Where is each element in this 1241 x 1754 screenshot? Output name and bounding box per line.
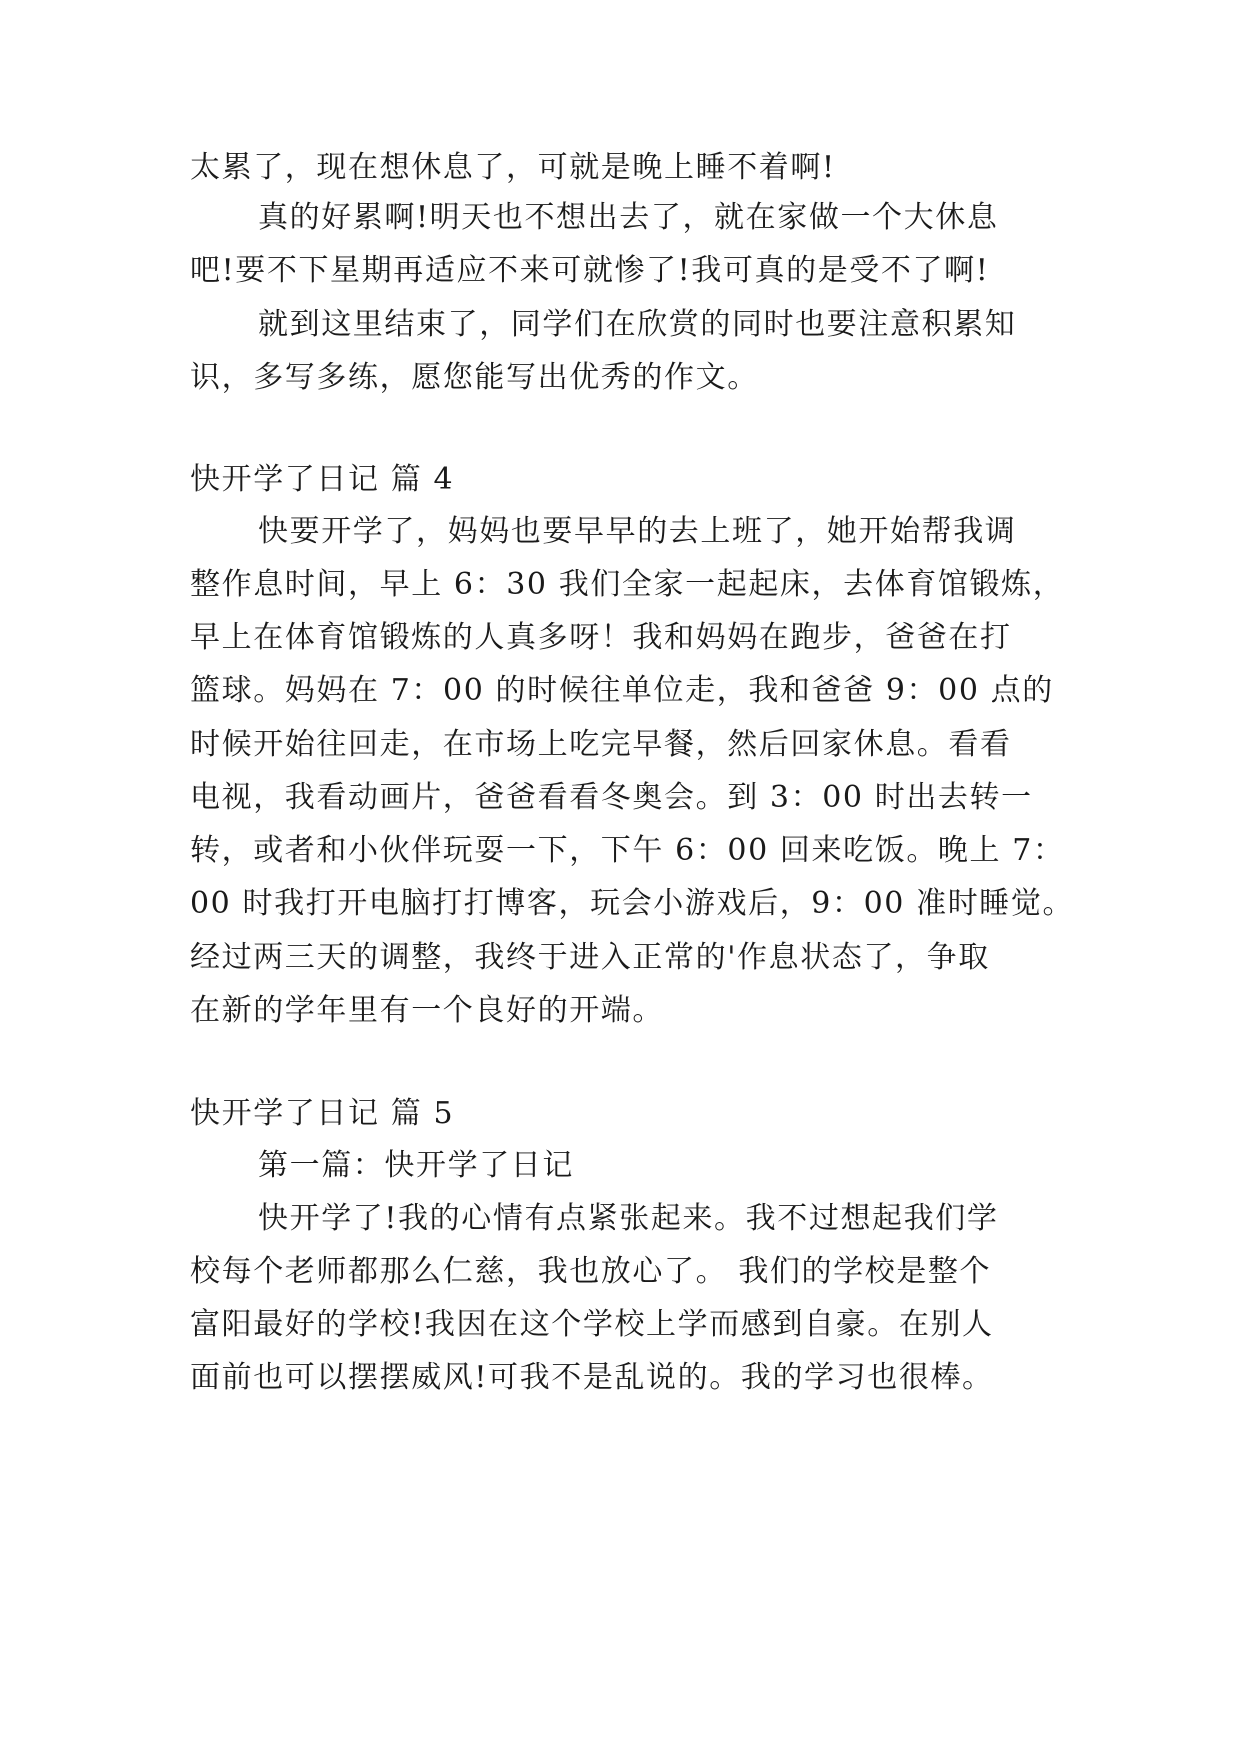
- paragraph-4-line-9: 经过两三天的调整，我终于进入正常的'作息状态了，争取: [190, 940, 990, 975]
- subheading: 第一篇：快开学了日记: [258, 1148, 574, 1183]
- paragraph-5-line-1: 快开学了!我的心情有点紧张起来。我不过想起我们学: [258, 1201, 999, 1236]
- paragraph-4-line-2: 整作息时间，早上 6：30 我们全家一起起床，去体育馆锻炼，: [190, 567, 1065, 602]
- paragraph-4-line-10: 在新的学年里有一个良好的开端。: [190, 993, 664, 1028]
- paragraph-5-line-4: 面前也可以摆摆威风!可我不是乱说的。我的学习也很棒。: [190, 1360, 994, 1395]
- paragraph-4-line-5: 时候开始往回走，在市场上吃完早餐，然后回家休息。看看: [190, 727, 1012, 762]
- paragraph-4-line-8: 00 时我打开电脑打打博客，玩会小游戏后，9：00 准时睡觉。: [190, 886, 1075, 921]
- paragraph-5-line-2: 校每个老师都那么仁慈，我也放心了。 我们的学校是整个: [190, 1254, 992, 1289]
- paragraph-3-line-1: 就到这里结束了，同学们在欣赏的同时也要注意积累知: [258, 307, 1017, 342]
- paragraph-4-line-3: 早上在体育馆锻炼的人真多呀！我和妈妈在跑步，爸爸在打: [190, 620, 1012, 655]
- paragraph-4-line-7: 转，或者和小伙伴玩耍一下，下午 6：00 回来吃饭。晚上 7：: [190, 833, 1065, 868]
- paragraph-5-line-3: 富阳最好的学校!我因在这个学校上学而感到自豪。在别人: [190, 1307, 994, 1342]
- paragraph-4-line-4: 篮球。妈妈在 7：00 的时候往单位走，我和爸爸 9：00 点的: [190, 673, 1054, 708]
- section-heading-4: 快开学了日记 篇 4: [190, 462, 455, 497]
- paragraph-1-line-1: 太累了，现在想休息了，可就是晚上睡不着啊!: [190, 150, 836, 185]
- paragraph-4-line-6: 电视，我看动画片，爸爸看看冬奥会。到 3：00 时出去转一: [190, 780, 1033, 815]
- section-heading-5: 快开学了日记 篇 5: [190, 1096, 455, 1131]
- paragraph-4-line-1: 快要开学了，妈妈也要早早的去上班了，她开始帮我调: [258, 514, 1017, 549]
- paragraph-2-line-2: 吧!要不下星期再适应不来可就惨了!我可真的是受不了啊!: [190, 253, 990, 288]
- paragraph-2-line-1: 真的好累啊!明天也不想出去了，就在家做一个大休息: [258, 200, 999, 235]
- paragraph-3-line-2: 识，多写多练，愿您能写出优秀的作文。: [190, 360, 759, 395]
